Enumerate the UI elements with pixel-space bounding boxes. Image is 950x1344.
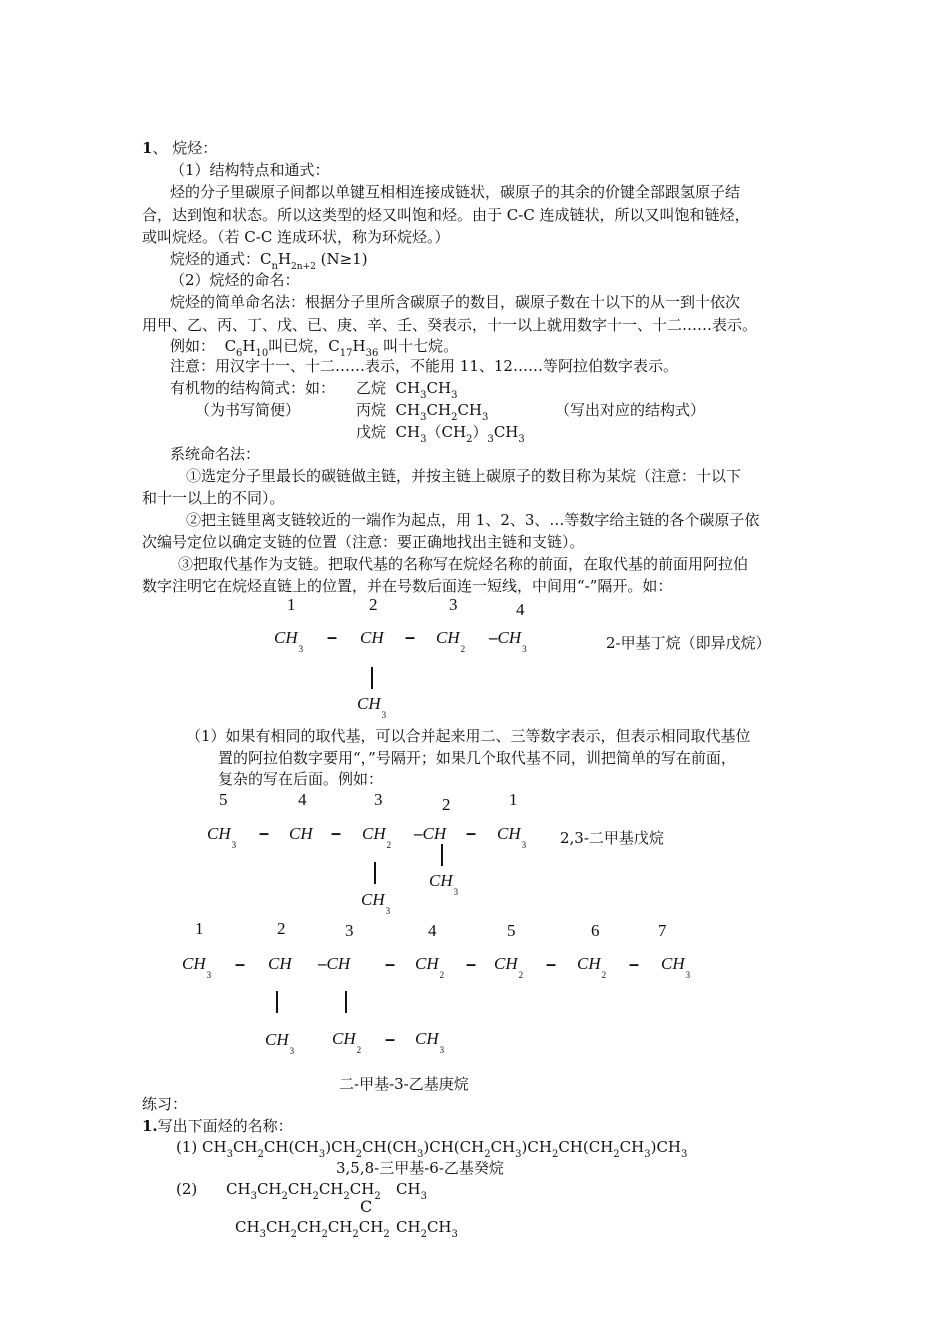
carbon-number: 1 (509, 790, 518, 809)
rule-3: ③把取代基作为支链。把取代基的名称写在烷烃名称的前面，在取代基的前面用阿拉伯 (178, 555, 749, 573)
carbon-number: 4 (298, 790, 307, 809)
question-1-1-formula: (1) $CH_3CH_2CH(CH_3)CH_2CH(CH_3)CH(CH_2CH_3)CH_2CH(CH_2CH_3)CH_3$ (176, 1138, 688, 1160)
group-ch: CH (289, 824, 313, 843)
group-ch2: $CH_2$ (415, 954, 445, 980)
group-ch: CH (268, 954, 292, 973)
general-formula: 烷烃的通式：$C_nH_{2n+2}$ (N≥1) (170, 250, 368, 272)
question-1-2-center: C (360, 1197, 373, 1216)
group-ch3: $CH_3$ (274, 628, 304, 654)
carbon-number: 4 (428, 921, 437, 940)
rule-1: ①选定分子里最长的碳链做主链，并按主链上碳原子的数目称为某烷（注意：十以下 (186, 467, 742, 485)
question-1-2-upper-right: $CH_3$ (396, 1180, 427, 1202)
struct-row-propane: 丙烷 $CH_3CH_2CH_3$ (356, 401, 489, 423)
branch-bond (441, 844, 443, 866)
carbon-number: 2 (369, 595, 378, 614)
carbon-number: 1 (195, 919, 204, 938)
branch-ch3: $CH_3$ (265, 1030, 295, 1056)
group-ch2: $CH_2$ (436, 628, 466, 654)
rule-4-cont: 复杂的写在后面。例如： (218, 770, 384, 788)
bond: – (466, 954, 477, 974)
struct-aside: （为书写简便） (195, 401, 301, 419)
bond: – (259, 823, 270, 843)
branch-ch3: $CH_3$ (415, 1029, 445, 1055)
rule-2-cont: 次编号定位以确定支链的位置（注意：要正确地找出主链和支链）。 (142, 533, 585, 551)
paragraph-line: 用甲、乙、丙、丁、戊、已、庚、辛、壬、癸表示，十一以上就用数字十一、十二……表示。 (142, 316, 758, 334)
branch-ch3: $CH_3$ (429, 871, 459, 897)
paragraph-line: 或叫烷烃。（若 C-C 连成环状，称为环烷烃。） (142, 228, 450, 246)
carbon-number: 2 (277, 919, 286, 938)
naming-example: 例如： $C_6H_{10}$叫已烷，$C_{17}H_{36}$ 叫十七烷。 (170, 337, 459, 359)
bond: – (385, 1029, 396, 1049)
group-ch3: $-CH_3$ (489, 628, 527, 654)
group-ch: –CH (414, 824, 447, 843)
branch-ch3: $CH_3$ (357, 694, 387, 720)
group-ch3: $CH_3$ (661, 954, 691, 980)
paragraph-line: 烃的分子里碳原子间都以单键互相相连接成链状，碳原子的其余的价键全部跟氢原子结 (170, 183, 741, 201)
group-ch3: $CH_3$ (182, 954, 212, 980)
carbon-number: 7 (658, 921, 667, 940)
carbon-number: 1 (287, 595, 296, 614)
question-1-2-lower-left: $CH_3CH_2CH_2CH_2CH_2$ (235, 1218, 390, 1240)
rule-4-cont: 置的阿拉伯数字要用“，”号隔开；如果几个取代基不同，训把简单的写在前面， (218, 749, 736, 767)
question-1-2-lower-right: $CH_2CH_3$ (396, 1218, 458, 1240)
bond: – (466, 823, 477, 843)
bond: – (327, 627, 338, 647)
subheading-naming: （2）烷烃的命名： (170, 271, 300, 289)
paragraph-line: 合，达到饱和状态。所以这类型的烃又叫饱和烃。由于 C-C 连成链状，所以又叫饱和链烃， (142, 206, 750, 224)
question-1-2-upper-left: $CH_3CH_2CH_2CH_2CH_2$ (226, 1180, 381, 1202)
carbon-number: 5 (219, 790, 228, 809)
carbon-number: 6 (591, 921, 600, 940)
bond: – (385, 954, 396, 974)
question-1-1-answer: 3,5,8-三甲基-6-乙基癸烷 (336, 1159, 504, 1177)
struct-label: 有机物的结构简式：如： (170, 379, 336, 397)
bond: – (629, 954, 640, 974)
section-title: 烷烃： (172, 139, 218, 157)
branch-ch3: $CH_3$ (361, 890, 391, 916)
note-line: 注意：用汉字十一、十二……表示，不能用 11、12……等阿拉伯数字表示。 (170, 357, 678, 375)
rule-2: ②把主链里离支链较近的一端作为起点，用 1、2、3、…等数字给主链的各个碳原子依 (186, 511, 760, 529)
branch-bond (374, 862, 376, 884)
bond: – (235, 954, 246, 974)
struct-row-ethane: 乙烷 $CH_3CH_3$ (356, 379, 458, 401)
bond: – (546, 954, 557, 974)
group-ch3: $CH_3$ (207, 824, 237, 850)
group-ch: –CH (318, 954, 351, 973)
bond: – (405, 627, 416, 647)
carbon-number: 5 (507, 921, 516, 940)
carbon-number: 3 (449, 595, 458, 614)
carbon-number: 4 (516, 600, 525, 619)
carbon-number: 3 (345, 921, 354, 940)
group-ch2: $CH_2$ (577, 954, 607, 980)
struct-right-note: （写出对应的结构式） (555, 401, 706, 419)
molecule-name: 二-甲基-3-乙基庚烷 (339, 1075, 469, 1093)
branch-bond (345, 991, 347, 1013)
question-1-2-label: (2) (176, 1180, 198, 1198)
carbon-number: 2 (442, 795, 451, 814)
section-heading: 1、 烷烃： (142, 139, 218, 157)
molecule-name: 2-甲基丁烷（即异戊烷） (606, 634, 771, 652)
carbon-number: 3 (374, 790, 383, 809)
rule-1-cont: 和十一以上的不同）。 (142, 489, 285, 507)
group-ch2: $CH_2$ (494, 954, 524, 980)
practice-heading: 练习： (142, 1095, 188, 1113)
rule-3-cont: 数字注明它在烷烃直链上的位置，并在号数后面连一短线，中间用“-”隔开。如： (142, 577, 673, 595)
struct-row-pentane: 戊烷 $CH_3(CH_2)_3CH_3$ (356, 423, 525, 445)
bond: – (331, 823, 342, 843)
rule-4: （1）如果有相同的取代基，可以合并起来用二、三等数字表示，但表示相同取代基位 (186, 727, 751, 745)
branch-bond (371, 667, 373, 689)
paragraph-line: 烷烃的简单命名法：根据分子里所含碳原子的数目，碳原子数在十以下的从一到十依次 (170, 293, 741, 311)
branch-ch2: $CH_2$ (332, 1029, 362, 1055)
group-ch: CH (360, 628, 384, 647)
system-naming-heading: 系统命名法： (170, 445, 261, 463)
question-1: 1.写出下面烃的名称： (142, 1117, 293, 1135)
group-ch3: $CH_3$ (497, 824, 527, 850)
group-ch2: $CH_2$ (362, 824, 392, 850)
subheading-structure: （1）结构特点和通式： (170, 161, 330, 179)
branch-bond (276, 991, 278, 1013)
molecule-name: 2,3-二甲基戊烷 (560, 829, 664, 847)
section-number: 1 (142, 139, 153, 157)
